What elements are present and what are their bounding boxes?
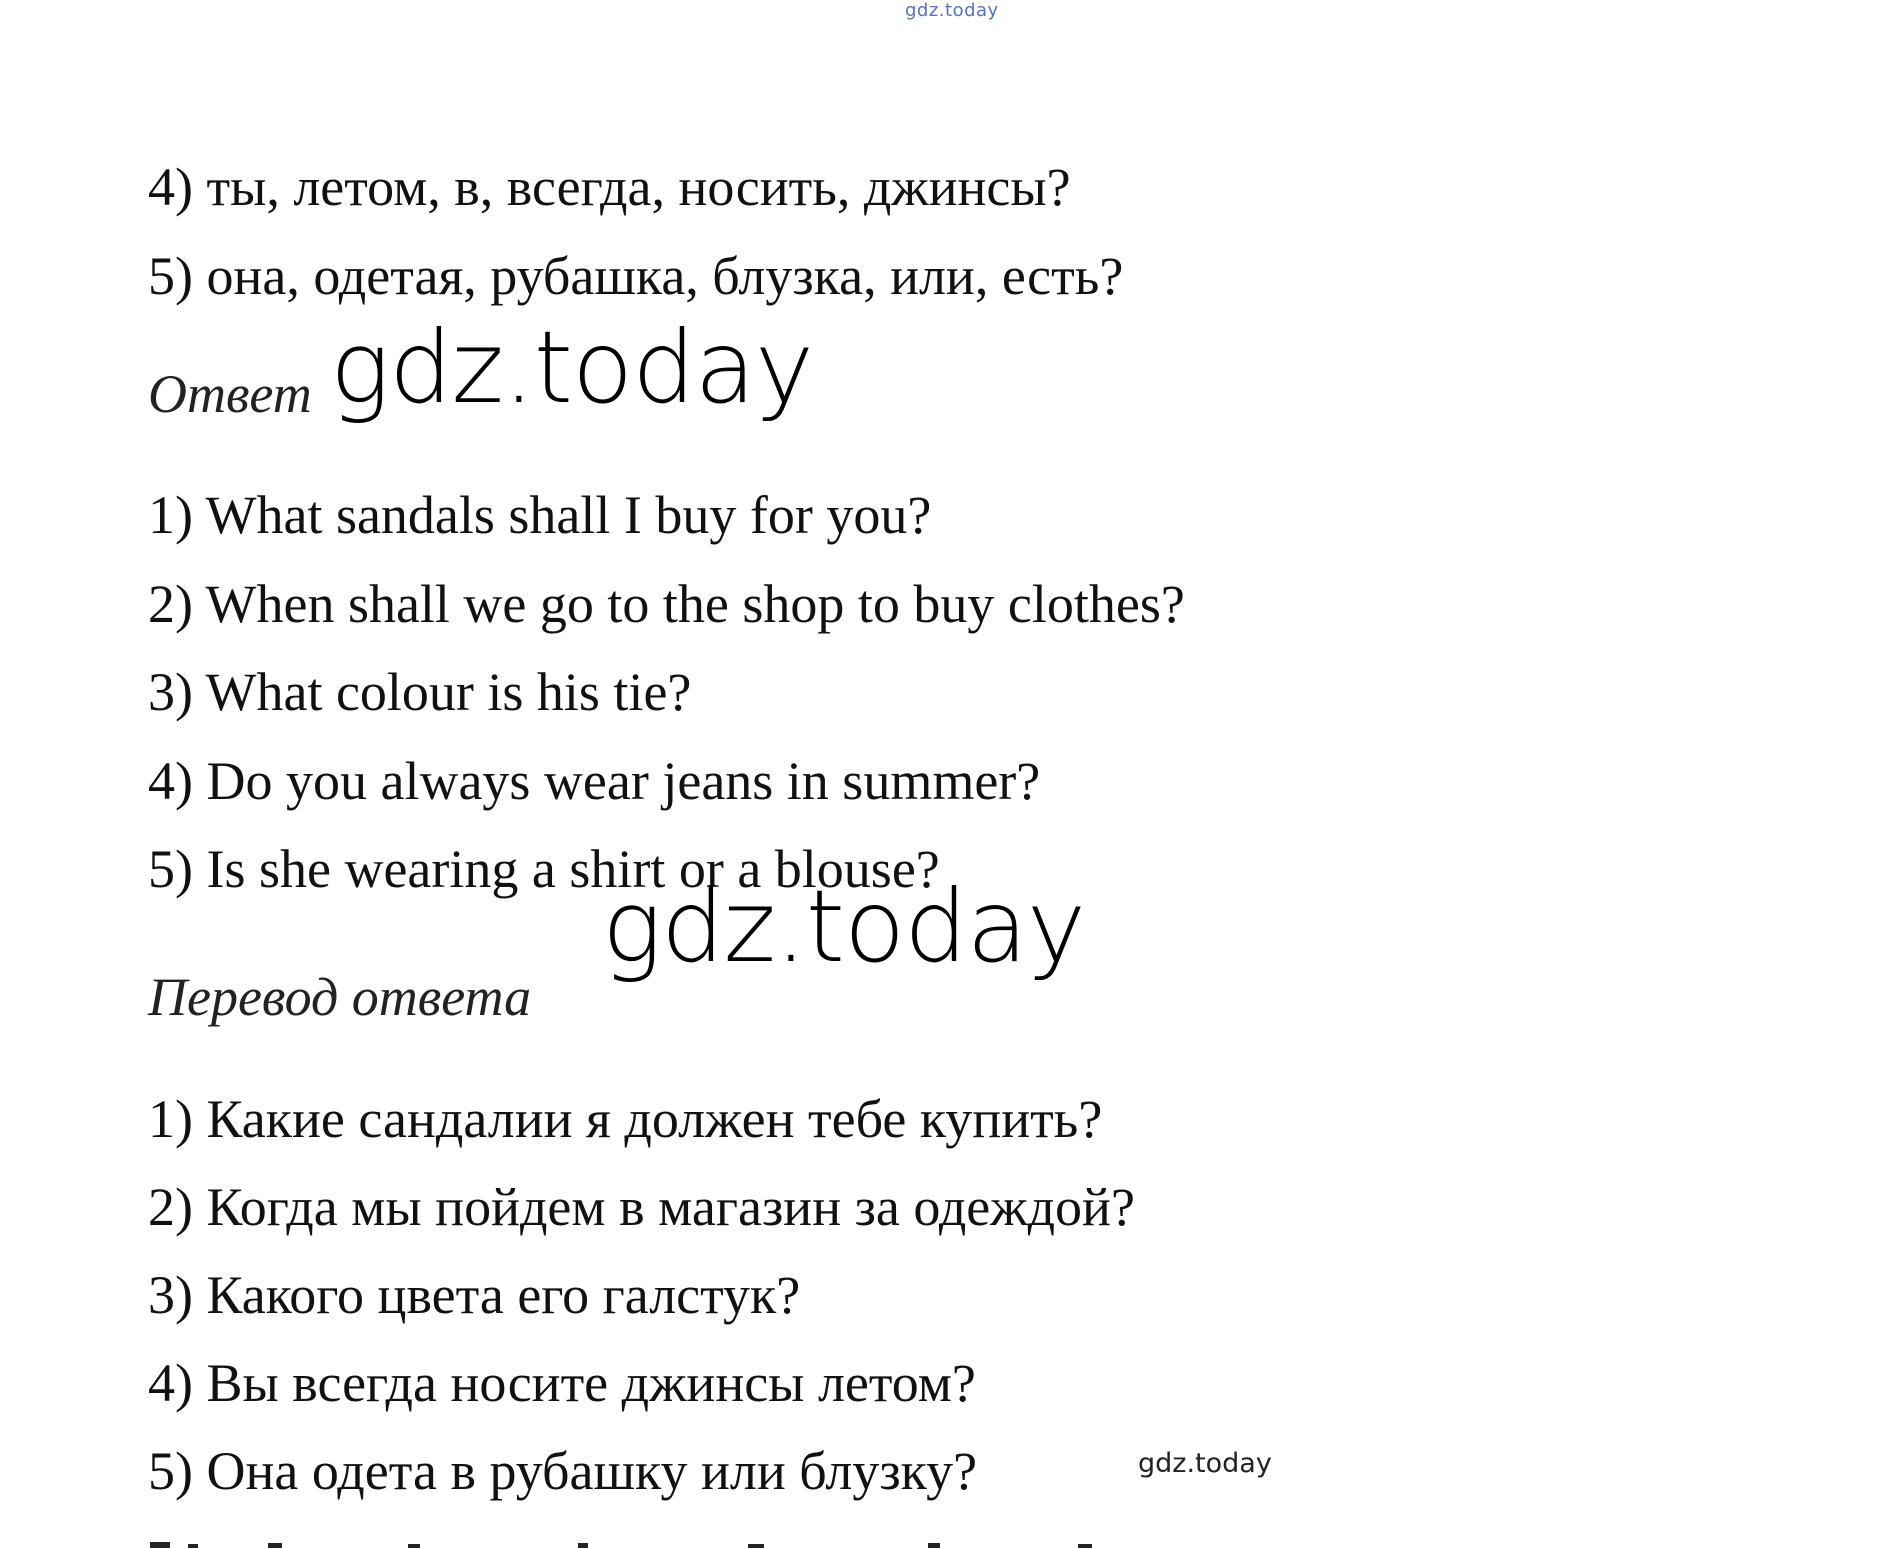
task-line-5: 5) она, одетая, рубашка, блузка, или, есть? <box>148 246 1124 306</box>
watermark-big-2: gdz.today <box>602 868 1086 985</box>
translation-line-4: 4) Вы всегда носите джинсы летом? <box>148 1353 976 1413</box>
answer-line-4: 4) Do you always wear jeans in summer? <box>148 751 1041 811</box>
task-line-4: 4) ты, летом, в, всегда, носить, джинсы? <box>148 157 1071 217</box>
translation-line-2: 2) Когда мы пойдем в магазин за одеждой? <box>148 1177 1135 1237</box>
answer-heading: Ответ <box>148 364 312 424</box>
cropped-next-line <box>148 1540 1248 1548</box>
answer-line-3: 3) What colour is his tie? <box>148 662 692 722</box>
watermark-top: gdz.today <box>905 0 999 21</box>
answer-line-1: 1) What sandals shall I buy for you? <box>148 485 932 545</box>
translation-line-1: 1) Какие сандалии я должен тебе купить? <box>148 1089 1103 1149</box>
translation-heading: Перевод ответа <box>148 967 532 1027</box>
translation-line-5: 5) Она одета в рубашку или блузку? <box>148 1441 978 1501</box>
translation-line-3: 3) Какого цвета его галстук? <box>148 1265 801 1325</box>
answer-line-2: 2) When shall we go to the shop to buy clothes? <box>148 574 1185 634</box>
watermark-big-1: gdz.today <box>330 309 814 426</box>
watermark-small: gdz.today <box>1138 1448 1272 1479</box>
answer-line-5: 5) Is she wearing a shirt or a blouse? <box>148 839 940 899</box>
